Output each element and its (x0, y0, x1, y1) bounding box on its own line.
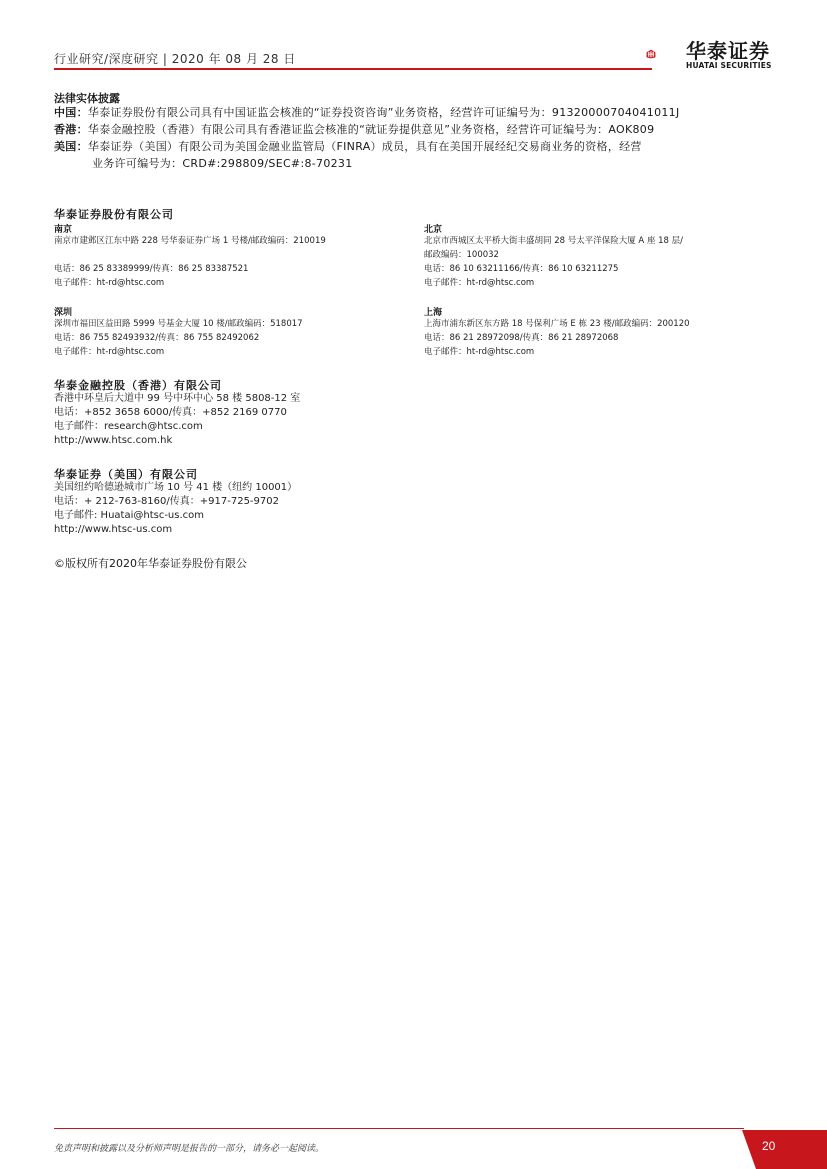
shanghai-city: 上海 (424, 308, 443, 318)
beijing-email: 电子邮件：ht-rd@htsc.com (424, 278, 535, 288)
shenzhen-city: 深圳 (54, 308, 73, 318)
copyright: ©版权所有2020年华泰证券股份有限公 (54, 557, 247, 570)
legal-us-line (54, 138, 642, 156)
us-company-email: 电子邮件: Huatai@htsc-us.com (54, 510, 205, 521)
legal-china-text: 华泰证券股份有限公司具有中国证监会核准的“证券投资咨询”业务资格，经营许可证编号为：91320000704041011J (87, 106, 680, 119)
shanghai-address: 上海市浦东新区东方路 18 号保利广场 E 栋 23 楼/邮政编码：200120 (424, 319, 690, 329)
beijing-city: 北京 (424, 225, 443, 235)
hk-company-email: 电子邮件：research@htsc.com (54, 421, 203, 432)
logo-text-en: HUATAI SECURITIES (686, 61, 772, 70)
beijing-phone: 电话：86 10 63211166/传真：86 10 63211275 (424, 264, 619, 274)
header-divider (54, 68, 652, 70)
hk-company-website[interactable]: http://www.htsc.com.hk (54, 435, 173, 446)
legal-title: 法律实体披露 (54, 92, 120, 105)
logo-text-cn: 华泰证券 (686, 39, 770, 63)
htsc-title: 华泰证券股份有限公司 (54, 208, 174, 221)
hk-company-phone: 电话：+852 3658 6000/传真：+852 2169 0770 (54, 407, 287, 418)
shenzhen-email: 电子邮件：ht-rd@htsc.com (54, 347, 165, 357)
nanjing-email: 电子邮件：ht-rd@htsc.com (54, 278, 165, 288)
us-company-phone: 电话：+ 212-763-8160/传真：+917-725-9702 (54, 496, 279, 507)
legal-china-line (54, 104, 680, 122)
header-text: 行业研究/深度研究 | 2020 年 08 月 28 日 (54, 52, 296, 66)
nanjing-city: 南京 (54, 225, 73, 235)
beijing-address-2: 邮政编码：100032 (424, 250, 499, 260)
legal-us-label: 美国： (54, 140, 88, 153)
page-number: 20 (762, 1139, 776, 1153)
beijing-address-1: 北京市西城区太平桥大街丰盛胡同 28 号太平洋保险大厦 A 座 18 层/ (424, 236, 684, 246)
footer-disclaimer: 免责声明和披露以及分析师声明是报告的一部分，请务必一起阅读。 (54, 1144, 325, 1154)
shanghai-email: 电子邮件：ht-rd@htsc.com (424, 347, 535, 357)
legal-us-text-2: 业务许可编号为：CRD#:298809/SEC#:8-70231 (92, 157, 353, 170)
page-number-badge (742, 1130, 827, 1169)
nanjing-address: 南京市建邺区江东中路 228 号华泰证券广场 1 号楼/邮政编码：210019 (54, 236, 326, 246)
us-company-address: 美国纽约哈德逊城市广场 10 号 41 楼（纽约 10001） (54, 482, 298, 493)
hk-company-title: 华泰金融控股（香港）有限公司 (54, 379, 222, 392)
huatai-logo-icon (646, 36, 682, 72)
footer-divider (54, 1128, 744, 1129)
legal-hk-label: 香港： (54, 123, 88, 136)
legal-hk-line (54, 121, 654, 139)
us-company-website[interactable]: http://www.htsc-us.com (54, 524, 173, 535)
shenzhen-address: 深圳市福田区益田路 5999 号基金大厦 10 楼/邮政编码：518017 (54, 319, 303, 329)
shanghai-phone: 电话：86 21 28972098/传真：86 21 28972068 (424, 333, 619, 343)
shenzhen-phone: 电话：86 755 82493932/传真：86 755 82492062 (54, 333, 260, 343)
us-company-title: 华泰证券（美国）有限公司 (54, 468, 198, 481)
legal-china-label: 中国： (54, 106, 88, 119)
nanjing-phone: 电话：86 25 83389999/传真：86 25 83387521 (54, 264, 249, 274)
hk-company-address: 香港中环皇后大道中 99 号中环中心 58 楼 5808-12 室 (54, 393, 301, 404)
legal-us-text: 华泰证券（美国）有限公司为美国金融业监管局（FINRA）成员，具有在美国开展经纪交易商业务的资格，经营 (87, 140, 642, 153)
legal-hk-text: 华泰金融控股（香港）有限公司具有香港证监会核准的“就证券提供意见”业务资格，经营许可证编号为：AOK809 (87, 123, 655, 136)
